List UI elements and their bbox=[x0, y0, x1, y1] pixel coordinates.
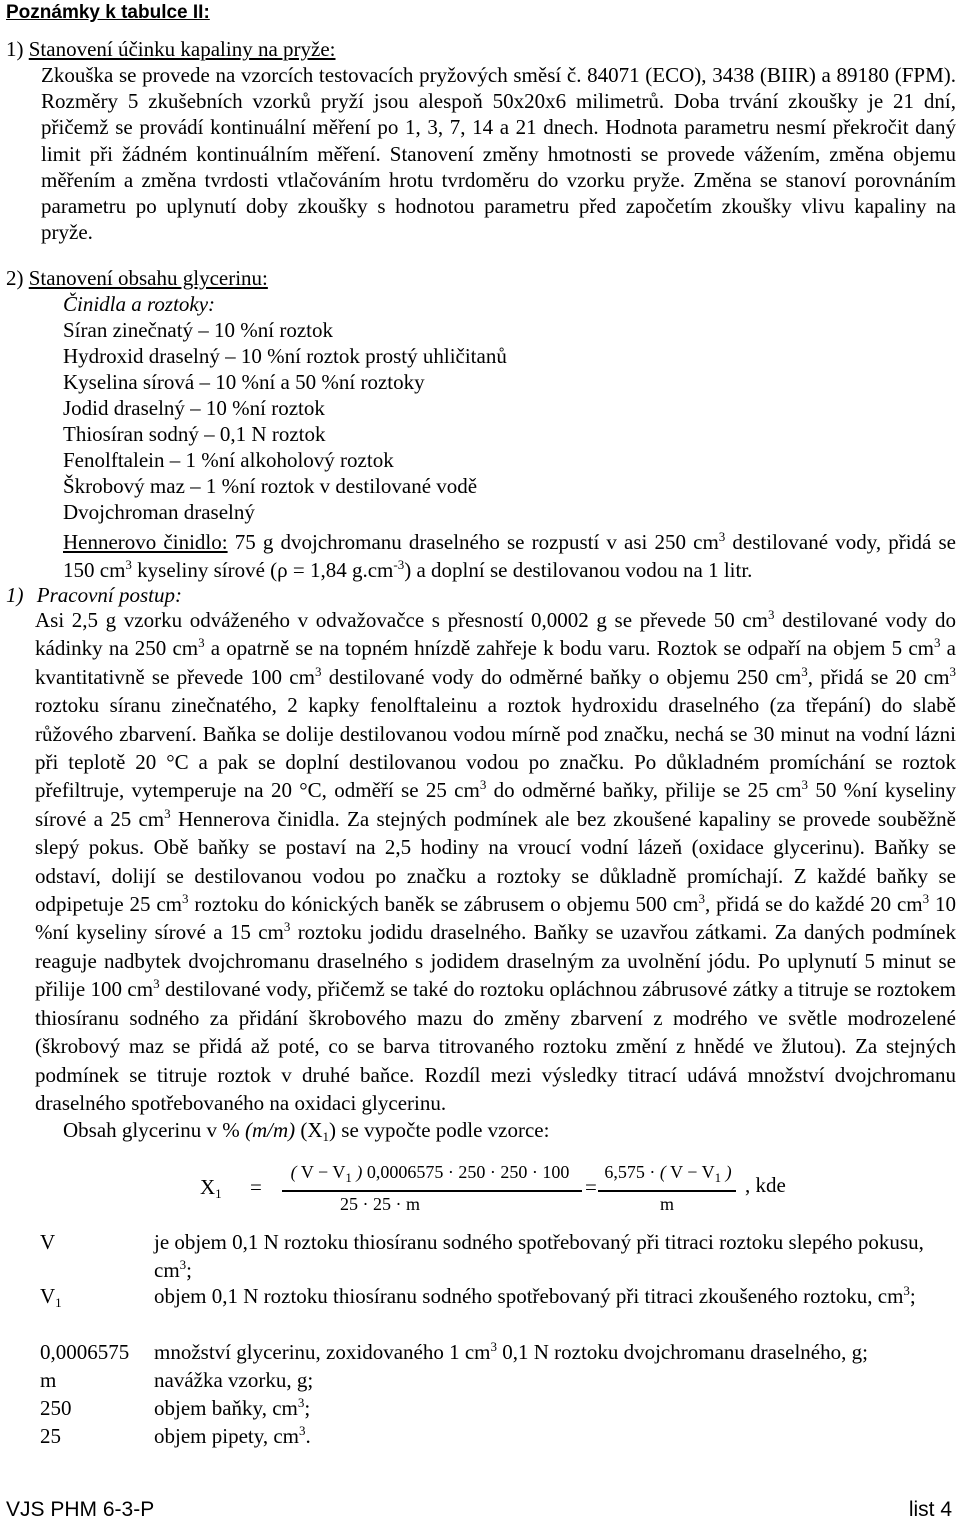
page-title: Poznámky k tabulce II: bbox=[6, 2, 210, 23]
footer-page-number: list 4 bbox=[908, 1498, 952, 1521]
formula-equals-2: = bbox=[585, 1175, 597, 1199]
formula-tail: , kde bbox=[745, 1173, 786, 1197]
definition-text: objem baňky, $cm^3$; bbox=[154, 1395, 311, 1420]
definition-text: objem 0,1 N roztoku thiosíranu sodného spotřebovaný při titraci zkoušeného roztoku, $cm^3$; bbox=[154, 1283, 916, 1308]
definition-symbol: V bbox=[40, 1230, 56, 1254]
procedure-heading: 1) Pracovní postup: bbox=[6, 583, 182, 607]
definition-text: je objem 0,1 N roztoku thiosíranu sodného spotřebovaný při titraci roztoku slepého pokusu, $cm^3$; bbox=[154, 1230, 924, 1282]
calculation-intro: Obsah glycerinu v % (m/m) $(X_1)$ se vypočte podle vzorce: bbox=[63, 1118, 550, 1144]
section-1-title: Stanovení účinku kapaliny na pryže: bbox=[28, 37, 336, 61]
reagent-item: Fenolftalein – 1 %ní alkoholový roztok bbox=[63, 448, 394, 472]
reagent-item: Kyselina sírová – 10 %ní a 50 %ní roztoky bbox=[63, 370, 425, 394]
glycerin-formula bbox=[200, 1160, 820, 1222]
formula-denominator-1: 25 · 25 · m bbox=[340, 1194, 420, 1214]
procedure-paragraph: Asi 2,5 g vzorku odváženého v odvažovačce s přesností 0,0002 g se převede 50 $cm^3$ destilované vody do kádinky na 250 $cm^3$ a opatrně se na topném hnízdě zahřeje k bodu varu. Roztok se odpaří na objem 5 $cm^3$ a kvantitativně se převede 100 $cm^3$ destilované vody do odměrné baňky o objemu 250 $cm^3$, přidá se 20 $cm^3$ roztoku síranu zinečnatého, 2 kapky fenolftaleinu a roztok hydroxidu draselného (za třepání) do slabě růžového zbarvení. Baňka se dolije destilovanou vodou mírně pod značku, nechá se 30 minut na vodní lázni při teplotě 20 °C a pak se doplní destilovanou vodou po značku. Po důkladném promíchání se roztok přefiltruje, vytemperuje na 20 °C, odměří se 25 $cm^3$ do odměrné baňky, přilije se 25 $cm^3$ 50 %ní kyseliny sírové a 25 $cm^3$ Hennerova činidla. Za stejných podmínek ale bez zkoušené kapaliny se provede souběžně slepý pokus. Obě baňky se postaví na 2,5 hodiny na vroucí vodní lázeň (oxidace glycerinu). Baňky se odstaví, dolijí se destilovanou vodou po značku a roztoky se důkladně promíchají. Z každé baňky se odpipetuje 25 $cm^3$ roztoku do kónických baněk se zábrusem o objemu 500 $cm^3$, přidá se do každé 20 $cm^3$ 10 %ní kyseliny sírové a 15 $cm^3$ roztoku jodidu draselného. Baňky se uzavřou zátkami. Za daných podmínek reaguje nadbytek dvojchromanu draselného s jodidem draselným za uvolnění jódu. Po uplynutí 5 minut se přilije 100 $cm^3$ destilované vody, přičemž se také do roztoku opláchnou zábrusové zátky a titruje se roztokem thiosíranu sodného za přidání škrobového mazu do změny zbarvení z modrého ve světle modrozelené (škrobový maz se přidá až poté, co se barva titrovaného roztoku změní z hnědé ve žlutou). Za stejných podmínek se titruje roztok v druhé baňce. Rozdíl mezi výsledky titrací udává množství dvojchromanu draselného spotřebovaného na oxidaci glycerinu. bbox=[35, 607, 957, 1115]
section-2-number: 2) bbox=[6, 266, 24, 290]
reagent-item: Dvojchroman draselný bbox=[63, 500, 255, 524]
reagents-heading: Činidla a roztoky: bbox=[63, 292, 216, 316]
reagent-item: Hydroxid draselný – 10 %ní roztok prostý uhličitanů bbox=[63, 344, 507, 368]
reagent-item: Thiosíran sodný – 0,1 N roztok bbox=[63, 422, 326, 446]
section-2-heading bbox=[6, 265, 268, 291]
footer-document-id: VJS PHM 6-3-P bbox=[6, 1498, 155, 1521]
formula-equals: = bbox=[250, 1175, 262, 1199]
reagent-item: Jodid draselný – 10 %ní roztok bbox=[63, 396, 325, 420]
section-1-number: 1) bbox=[6, 37, 24, 61]
hennerovo-cinidlo: Hennerovo činidlo: 75 g dvojchromanu draselného se rozpustí v asi 250 $cm^3$ destilované vody, přidá se 150 $cm^3$ kyseliny sírové (ρ = 1,84 $g.cm^{-3}$) a doplní se destilovanou vodou na 1 litr. bbox=[63, 529, 956, 582]
section-1-heading bbox=[6, 36, 336, 62]
formula-lhs: $X_1$ bbox=[200, 1175, 222, 1201]
definition-text: objem pipety, $cm^3$. bbox=[154, 1423, 311, 1448]
reagent-item: Škrobový maz – 1 %ní roztok v destilované vodě bbox=[63, 474, 478, 498]
hennerovo-label: Hennerovo činidlo: bbox=[63, 530, 228, 554]
definition-symbol: m bbox=[40, 1368, 57, 1392]
section-2-title: Stanovení obsahu glycerinu: bbox=[28, 266, 268, 290]
definition-symbol: 0,0006575 bbox=[40, 1340, 130, 1364]
formula-numerator-1: ( $V - V_1$ ) 0,0006575 · 250 · 250 · 100 bbox=[290, 1162, 570, 1185]
definition-symbol: $V_1$ bbox=[40, 1284, 62, 1310]
definition-symbol: 250 bbox=[40, 1396, 72, 1420]
definition-text: množství glycerinu, zoxidovaného 1 $cm^3$ 0,1 N roztoku dvojchromanu draselného, g; bbox=[154, 1339, 868, 1364]
definition-text: navážka vzorku, g; bbox=[154, 1368, 314, 1392]
formula-numerator-2: 6,575 · ( $V - V_1$ ) bbox=[604, 1162, 732, 1185]
section-1-paragraph: Zkouška se provede na vzorcích testovacích pryžových směsí č. 84071 (ECO), 3438 (BIIR) a 89180 (FPM). Rozměry 5 zkušebních vzorků pryží jsou alespoň 50x20x6 milimetrů. Doba trvání zkoušky je 21 dní, přičemž se provádí kontinuální měření po 1, 3, 7, 14 a 21 dnech. Hodnota parametru nesmí překročit daný limit při žádném kontinuálním měření. Stanovení změny hmotnosti se provede vážením, změna objemu měřením a změna tvrdosti vtlačováním hrotu tvrdoměru do vzorku pryže. Změna se stanoví porovnáním parametru po uplynutí doby zkoušky s hodnotou parametru před započetím zkoušky vlivu kapaliny na pryže. bbox=[41, 63, 956, 245]
formula-denominator-2: m bbox=[659, 1194, 674, 1214]
reagent-item: Síran zinečnatý – 10 %ní roztok bbox=[63, 318, 334, 342]
definition-symbol: 25 bbox=[40, 1424, 61, 1448]
